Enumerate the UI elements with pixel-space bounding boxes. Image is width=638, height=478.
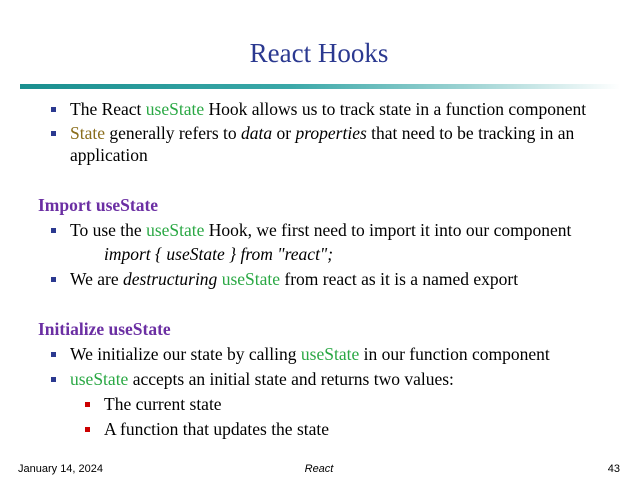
- text-run: We initialize our state by calling: [70, 344, 301, 364]
- text-run: Hook allows us to track state in a function component: [204, 99, 587, 119]
- text-run: We are: [70, 269, 123, 289]
- text-run: To use the: [70, 220, 147, 240]
- keyword-usestate: useState: [221, 269, 281, 289]
- square-bullet-icon: [51, 277, 56, 282]
- bullet-text: [70, 368, 454, 390]
- red-square-bullet-icon: [85, 427, 90, 432]
- slide-title: React Hooks: [249, 38, 389, 68]
- keyword-usestate: useState: [300, 344, 360, 364]
- sub-bullet-text: A function that updates the state: [104, 419, 330, 439]
- square-bullet-icon: [51, 228, 56, 233]
- red-square-bullet-icon: [85, 402, 90, 407]
- text-run: that need to be tracking in an: [366, 123, 575, 143]
- keyword-usestate: useState: [145, 99, 205, 119]
- text-run: from react as it is a named export: [280, 269, 519, 289]
- text-run: generally refers to: [105, 123, 242, 143]
- title-divider: [20, 84, 620, 89]
- keyword-usestate: useState: [146, 220, 205, 240]
- emphasis-properties: properties: [295, 123, 367, 143]
- square-bullet-icon: [51, 352, 56, 357]
- text-run: in our function component: [359, 344, 550, 364]
- text-run: The React: [70, 99, 146, 119]
- footer-date: January 14, 2024: [18, 463, 104, 475]
- import-statement: import { useState } from "react";: [104, 244, 334, 264]
- footer-title: React: [304, 463, 334, 475]
- text-run: or: [272, 123, 296, 143]
- square-bullet-icon: [51, 377, 56, 382]
- text-run: Hook, we first need to import it into our component: [204, 220, 572, 240]
- keyword-usestate: useState: [70, 369, 129, 389]
- bullet-text: [70, 219, 571, 241]
- text-run: accepts an initial state and returns two values:: [128, 369, 454, 389]
- bullet-text-line2: application: [70, 145, 148, 165]
- bullet-text: [70, 98, 586, 120]
- bullet-text: [70, 343, 550, 365]
- square-bullet-icon: [51, 131, 56, 136]
- bullet-text: [70, 268, 518, 290]
- heading-text: Initialize useState: [38, 319, 171, 339]
- bullet-text: [70, 122, 574, 144]
- square-bullet-icon: [51, 107, 56, 112]
- emphasis-destructuring: destructuring: [123, 269, 218, 289]
- heading-text: Import useState: [38, 195, 159, 215]
- keyword-state: State: [70, 123, 105, 143]
- sub-bullet-text: The current state: [104, 394, 222, 414]
- emphasis-data: data: [241, 123, 273, 143]
- page-number: 43: [607, 463, 620, 475]
